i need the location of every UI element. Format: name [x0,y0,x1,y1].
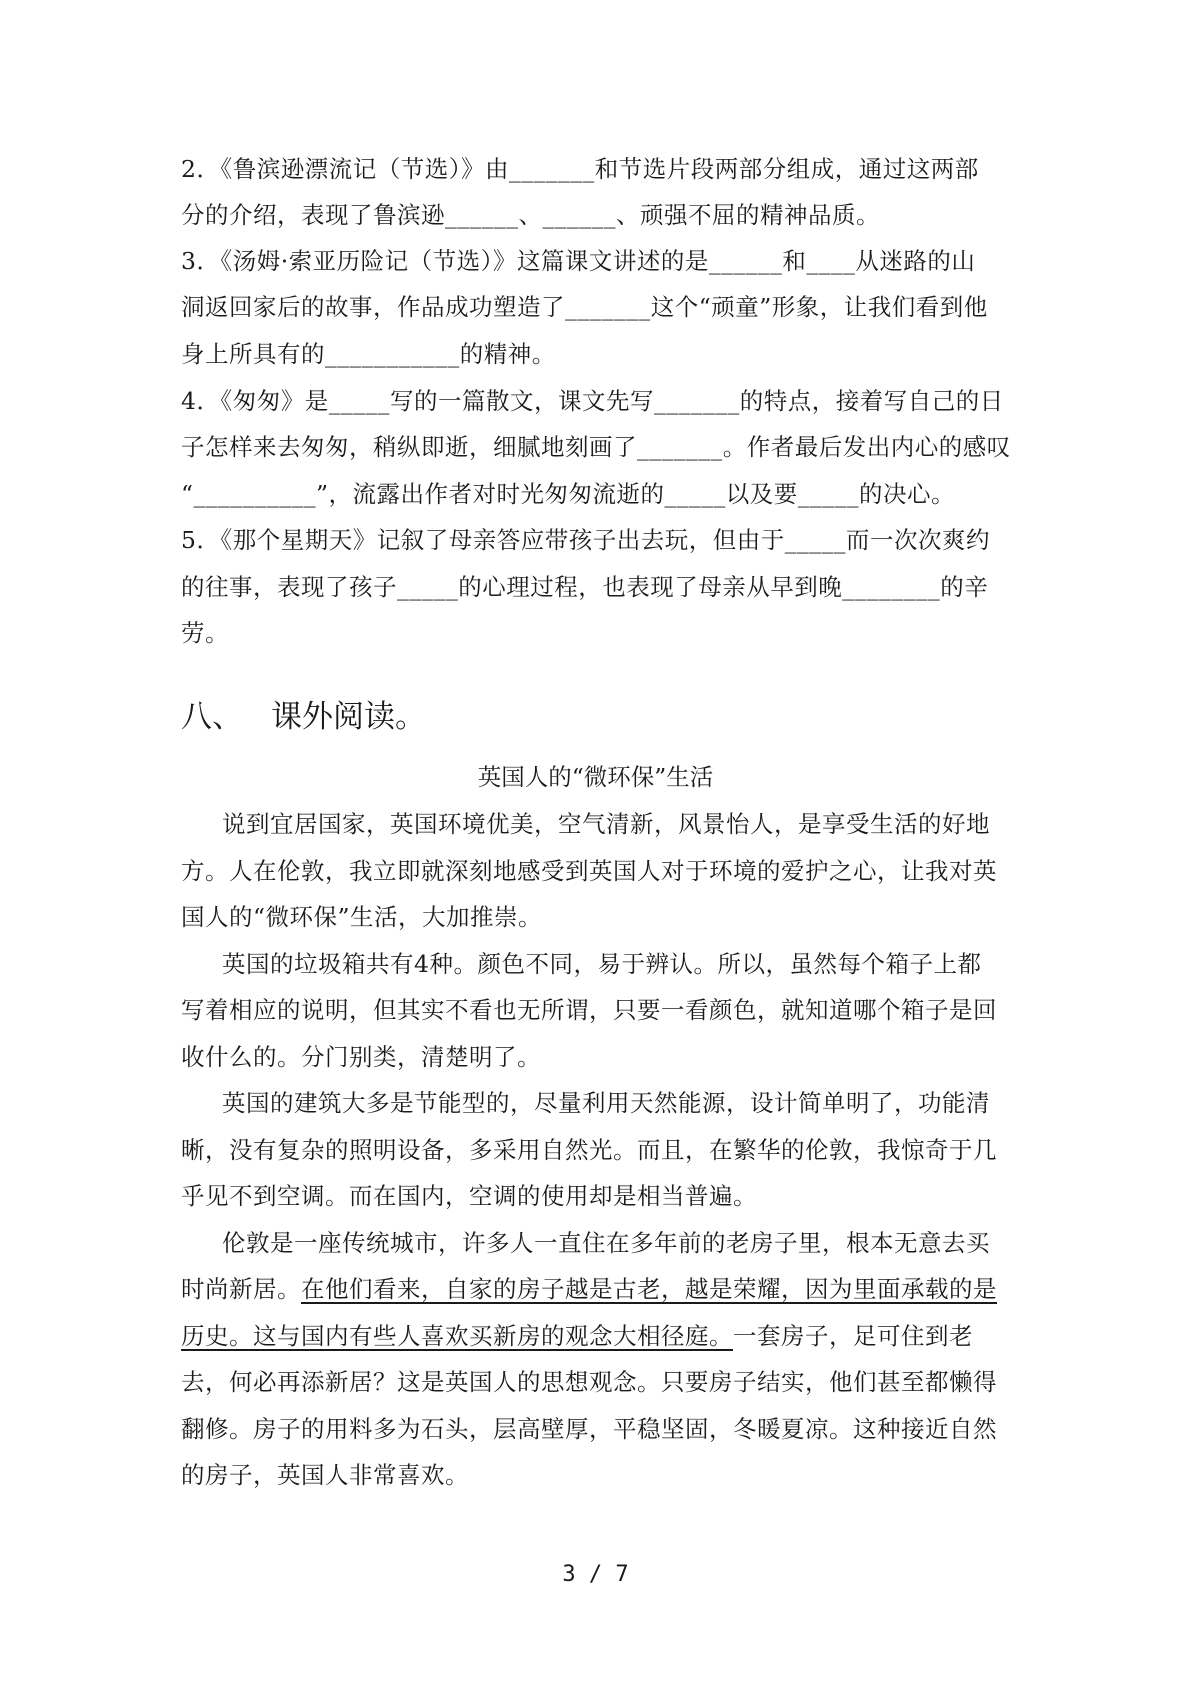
paragraph-1-line-1: 说到宜居国家，英国环境优美，空气清新，风景怡人，是享受生活的好地 [222,810,990,838]
section-label: 课外阅读。 [271,699,426,735]
question-4-line-3: “__________”，流露出作者对时光匆匆流逝的_____以及要_____的决心。 [181,480,956,508]
question-5-line-1: 5．《那个星期天》记叙了母亲答应带孩子出去玩，但由于_____而一次次爽约 [181,526,990,554]
section-number: 八、 [181,699,243,735]
article-title: 英国人的“微环保”生活 [477,763,714,791]
paragraph-3-line-2: 晰，没有复杂的照明设备，多采用自然光。而且，在繁华的伦敦，我惊奇于几 [181,1136,997,1164]
question-3-line-1: 3．《汤姆·索亚历险记（节选）》这篇课文讲述的是______和____从迷路的山 [181,247,976,275]
paragraph-4-plain-text: 一套房子，足可住到老 [733,1322,973,1350]
paragraph-4-line-5: 翻修。房子的用料多为石头，层高壁厚，平稳坚固，冬暖夏凉。这种接近自然 [181,1415,997,1443]
section-heading [181,697,426,737]
question-5-line-2: 的往事，表现了孩子_____的心理过程，也表现了母亲从早到晚________的辛 [181,573,989,601]
underlined-sentence: 在他们看来，自家的房子越是古老，越是荣耀，因为里面承载的是 [301,1275,997,1303]
paragraph-4-line-4: 去，何必再添新居？这是英国人的思想观念。只要房子结实，他们甚至都懒得 [181,1368,997,1396]
paragraph-2-line-2: 写着相应的说明，但其实不看也无所谓，只要一看颜色，就知道哪个箱子是回 [181,996,997,1024]
paragraph-2-line-3: 收什么的。分门别类，清楚明了。 [181,1043,541,1071]
paragraph-3-line-1: 英国的建筑大多是节能型的，尽量利用天然能源，设计简单明了，功能清 [222,1089,990,1117]
question-5-line-3: 劳。 [181,619,229,647]
paragraph-4-line-2 [181,1274,997,1304]
paragraph-2-line-1: 英国的垃圾箱共有4种。颜色不同，易于辨认。所以，虽然每个箱子上都 [222,950,982,978]
paragraph-4-line-3 [181,1321,973,1351]
paragraph-4-line-6: 的房子，英国人非常喜欢。 [181,1461,469,1489]
question-3-line-3: 身上所具有的___________的精神。 [181,340,556,368]
paragraph-1-line-3: 国人的“微环保”生活，大加推崇。 [181,903,543,931]
question-4-line-2: 子怎样来去匆匆，稍纵即逝，细腻地刻画了_______。作者最后发出内心的感叹 [181,433,1011,461]
paragraph-1-line-2: 方。人在伦敦，我立即就深刻地感受到英国人对于环境的爱护之心，让我对英 [181,857,997,885]
question-3-line-2: 洞返回家后的故事，作品成功塑造了_______这个“顽童”形象，让我们看到他 [181,293,988,321]
question-2-line-2: 分的介绍，表现了鲁滨逊______、______、顽强不屈的精神品质。 [181,201,880,229]
page-number: 3 / 7 [562,1562,629,1587]
underlined-sentence-continued: 历史。这与国内有些人喜欢买新房的观念大相径庭。 [181,1322,733,1350]
question-2-line-1: 2．《鲁滨逊漂流记（节选）》由_______和节选片段两部分组成，通过这两部 [181,155,979,183]
paragraph-4-plain-text: 时尚新居。 [181,1275,301,1303]
question-4-line-1: 4．《匆匆》是_____写的一篇散文，课文先写_______的特点，接着写自己的日 [181,387,1004,415]
paragraph-3-line-3: 乎见不到空调。而在国内，空调的使用却是相当普遍。 [181,1182,757,1210]
paragraph-4-line-1: 伦敦是一座传统城市，许多人一直住在多年前的老房子里，根本无意去买 [222,1229,990,1257]
